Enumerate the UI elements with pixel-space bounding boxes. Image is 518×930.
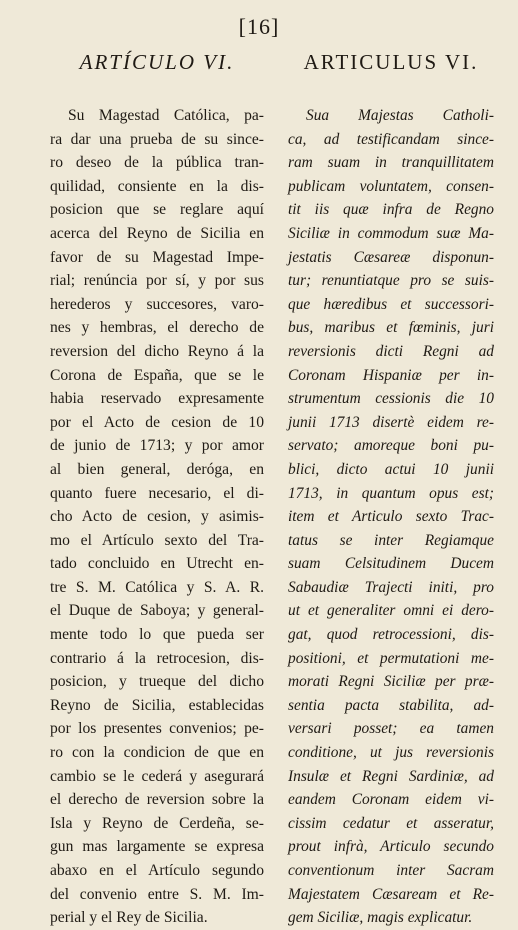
text-line: el derecho de reversion sobre la — [50, 791, 264, 809]
text-line: blici, dicto actui 10 junii — [288, 460, 494, 478]
spanish-text — [50, 104, 264, 930]
text-line: cissim cedatur et asseratur, — [288, 814, 494, 832]
latin-column — [288, 50, 494, 930]
text-line: Majestatem Cæsaream et Re- — [288, 885, 494, 903]
text-line: ro deseo de la pública tran- — [50, 154, 264, 172]
text-line: ro con la condicion de que en — [50, 744, 264, 762]
text-line: versari posset; ea tamen — [288, 720, 494, 738]
text-line: ca, ad testificandam since- — [288, 130, 494, 148]
text-line: acerca del Reyno de Sicilia en — [50, 224, 264, 242]
text-line: Insulæ et Regni Sardiniæ, ad — [288, 767, 494, 785]
text-line: reversion del dicho Reyno á la — [50, 342, 264, 360]
text-line: conditione, ut jus reversionis — [288, 744, 494, 762]
text-line: favor de su Magestad Impe- — [50, 248, 264, 266]
spanish-column — [50, 50, 264, 930]
text-line: prout infrà, Articulo secundo — [288, 838, 494, 856]
text-line: sentia pacta stabilita, ad- — [288, 696, 494, 714]
text-line: ra dar una prueba de su since- — [50, 130, 264, 148]
text-line: eandem Coronam eidem vi- — [288, 791, 494, 809]
text-line: ut et generaliter omni ei dero- — [288, 602, 494, 620]
text-line: del convenio entre S. M. Im- — [50, 885, 264, 903]
text-line: gat, quod retrocessioni, dis- — [288, 626, 494, 644]
text-line: cambio se le cederá y asegurará — [50, 767, 264, 785]
text-line: mente todo lo que pueda ser — [50, 626, 264, 644]
text-line: tit iis quæ infra de Regno — [288, 201, 494, 219]
text-line: strumentum cessionis die 10 — [288, 390, 494, 408]
text-line: el Duque de Saboya; y general- — [50, 602, 264, 620]
text-line: jestatis Cæsareæ disponun- — [288, 248, 494, 266]
text-line: que hæredibus et successori- — [288, 295, 494, 313]
text-line: junii 1713 disertè eidem re- — [288, 413, 494, 431]
text-line: publicam voluntatem, consen- — [288, 177, 494, 195]
text-line: Su Magestad Católica, pa- — [68, 107, 264, 124]
text-line: Reyno de Sicilia, establecidas — [50, 696, 264, 714]
text-line: 1713, in quantum opus est; — [288, 484, 494, 502]
text-line: cho Acto de cesion, y asimis- — [50, 508, 264, 526]
text-line: morati Regni Siciliæ per præ- — [288, 673, 494, 691]
text-line: servato; amoreque boni pu- — [288, 437, 494, 455]
text-line: quilidad, consiente en la dis- — [50, 177, 264, 195]
text-line: por el Acto de cesion de 10 — [50, 413, 264, 431]
text-line: suam Celsitudinem Ducem — [288, 555, 494, 573]
text-line: ram suam in tranquillitatem — [288, 154, 494, 172]
text-line: nes y hembras, el derecho de — [50, 319, 264, 337]
text-line: Coronam Hispaniæ per in- — [288, 366, 494, 384]
text-line: positioni, et permutationi me- — [288, 649, 494, 667]
text-line: tado concluido en Utrecht en- — [50, 555, 264, 573]
text-line: Isla y Reyno de Cerdeña, se- — [50, 814, 264, 832]
text-line: perial y el Rey de Sicilia. — [50, 909, 208, 927]
text-line: bus, maribus et fœminis, juri — [288, 319, 494, 337]
text-line: por los presentes convenios; pe- — [50, 720, 264, 738]
text-line: posicion, y trueque del dicho — [50, 673, 264, 691]
text-line: gem Siciliæ, magis explicatur. — [288, 909, 473, 927]
text-line: habia reservado expresamente — [50, 390, 264, 408]
text-line: tatus se inter Regiamque — [288, 531, 494, 549]
text-line: quanto fuere necesario, el di- — [50, 484, 264, 502]
text-line: contrario á la retrocesion, dis- — [50, 649, 264, 667]
text-line: Corona de España, que se le — [50, 366, 264, 384]
text-line: Sabaudiæ Trajecti initi, pro — [288, 578, 494, 596]
text-line: reversionis dicti Regni ad — [288, 342, 494, 360]
text-line: tre S. M. Católica y S. A. R. — [50, 578, 264, 596]
spanish-article-heading: ARTÍCULO VI. — [79, 50, 235, 74]
text-line: mo el Artículo sexto del Tra- — [50, 531, 264, 549]
text-line: Siciliæ in commodum suæ Ma- — [288, 224, 494, 242]
text-line: posicion que se reglare aquí — [50, 201, 264, 219]
text-line: item et Articulo sexto Trac- — [288, 508, 494, 526]
text-line: herederos y succesores, varo- — [50, 295, 264, 313]
text-line: rial; renúncia por sí, y por sus — [50, 272, 264, 290]
text-line: conventionum inter Sacram — [288, 862, 494, 879]
text-line: abaxo en el Artículo segundo — [50, 862, 264, 879]
latin-article-heading: ARTICULUS VI. — [303, 50, 479, 74]
latin-text — [288, 104, 494, 930]
text-line: Sua Majestas Catholi- — [306, 107, 494, 124]
text-line: tur; renuntiatque pro se suis- — [288, 272, 494, 290]
text-line: al bien general, deróga, en — [50, 460, 264, 478]
text-line: gun mas largamente se expresa — [50, 838, 264, 856]
page-number: [16] — [238, 14, 280, 39]
text-line: de junio de 1713; y por amor — [50, 437, 264, 455]
